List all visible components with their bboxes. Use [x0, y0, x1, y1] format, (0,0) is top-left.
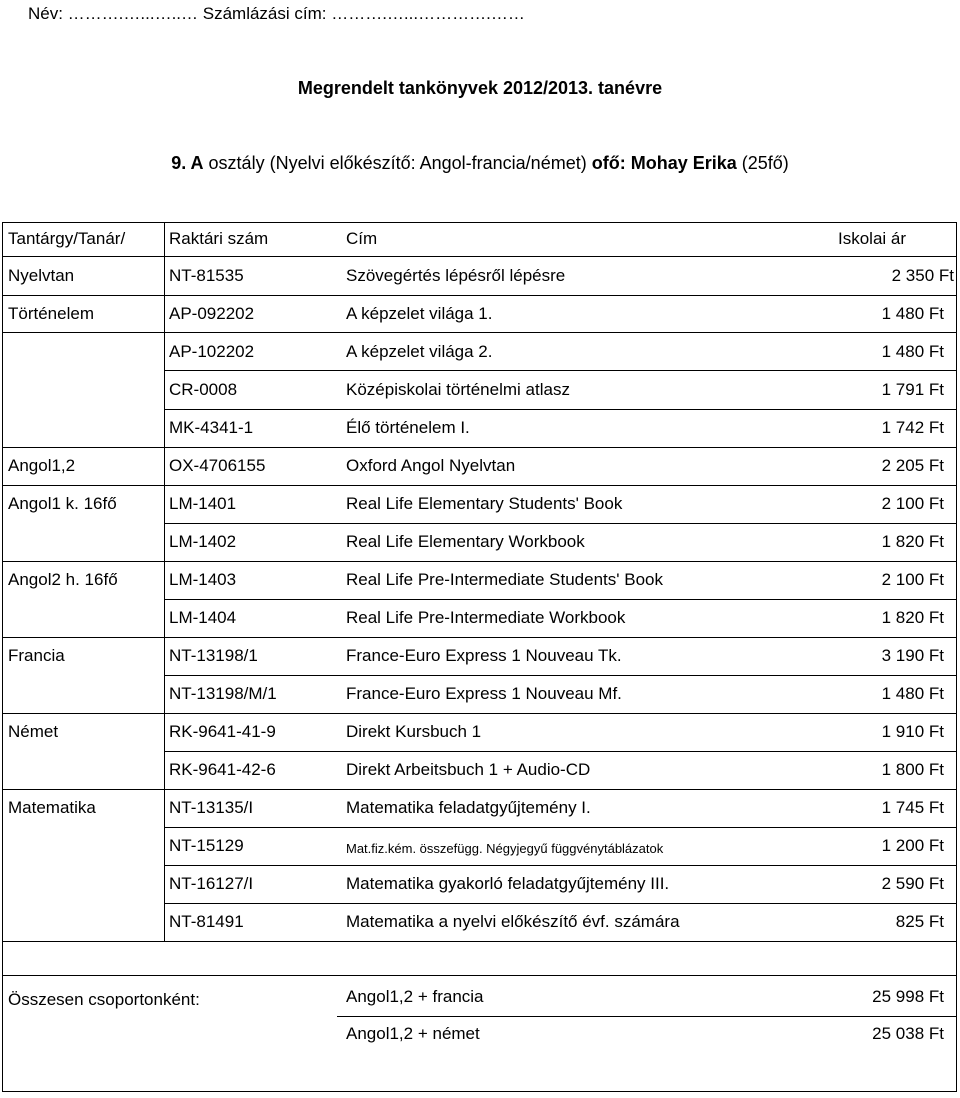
- class-prefix: 9. A: [171, 153, 204, 173]
- row-title: Matematika feladatgyűjtemény I.: [346, 798, 591, 817]
- row-subject: Matematika: [8, 798, 96, 817]
- row-title: Szövegértés lépésről lépésre: [346, 266, 566, 285]
- totals-label: Összesen csoportonként:: [8, 990, 200, 1009]
- row-code: NT-16127/I: [169, 874, 254, 893]
- row-title: A képzelet világa 2.: [346, 342, 493, 361]
- row-code: CR-0008: [169, 380, 238, 399]
- row-separator: [164, 675, 957, 676]
- col-header-price: Iskolai ár: [838, 229, 907, 248]
- row-title: France-Euro Express 1 Nouveau Tk.: [346, 646, 622, 665]
- totals-group: Angol1,2 + német: [346, 1024, 480, 1043]
- row-code: AP-102202: [169, 342, 255, 361]
- row-separator: [2, 637, 957, 638]
- row-price: 1 480 Ft: [881, 304, 944, 323]
- row-code: RK-9641-41-9: [169, 722, 276, 741]
- row-subject: Történelem: [8, 304, 94, 323]
- row-title: Real Life Pre-Intermediate Students' Book: [346, 570, 663, 589]
- row-separator: [164, 370, 957, 371]
- row-code: MK-4341-1: [169, 418, 254, 437]
- row-title-part: Négyjegyű függvénytáblázatok: [486, 841, 664, 856]
- totals-top: [2, 975, 957, 976]
- row-separator: [2, 713, 957, 714]
- row-separator: [2, 447, 957, 448]
- row-price: 2 205 Ft: [881, 456, 944, 475]
- row-subject: Angol1 k. 16fő: [8, 494, 117, 513]
- name-billing-line: Név: ……….…...…..… Számlázási cím: ……….…...………….……: [28, 4, 525, 23]
- row-title: Direkt Arbeitsbuch 1 + Audio-CD: [346, 760, 591, 779]
- row-title: Real Life Pre-Intermediate Workbook: [346, 608, 626, 627]
- row-code: LM-1401: [169, 494, 237, 513]
- row-price: 2 100 Ft: [881, 494, 944, 513]
- row-separator: [164, 865, 957, 866]
- row-code: NT-81535: [169, 266, 244, 285]
- class-info: [0, 153, 960, 174]
- row-subject: Nyelvtan: [8, 266, 75, 285]
- row-code: NT-13198/M/1: [169, 684, 277, 703]
- row-price: 1 200 Ft: [881, 836, 944, 855]
- totals-sum: 25 038 Ft: [872, 1024, 944, 1043]
- row-code: NT-81491: [169, 912, 244, 931]
- row-separator: [2, 561, 957, 562]
- table-top-border: [2, 222, 957, 223]
- row-price: 1 791 Ft: [881, 380, 944, 399]
- row-title-part: Mat.fiz.kém. összefügg.: [346, 841, 487, 856]
- col-header-title: Cím: [346, 229, 378, 248]
- row-separator: [2, 485, 957, 486]
- row-code: LM-1402: [169, 532, 237, 551]
- row-price: 1 800 Ft: [881, 760, 944, 779]
- row-price: 2 590 Ft: [881, 874, 944, 893]
- row-title: France-Euro Express 1 Nouveau Mf.: [346, 684, 622, 703]
- row-code: AP-092202: [169, 304, 255, 323]
- row-price: 825 Ft: [895, 912, 944, 931]
- row-separator: [164, 409, 957, 410]
- col-header-code: Raktári szám: [169, 229, 269, 248]
- row-title: [346, 839, 663, 859]
- row-price: 1 745 Ft: [881, 798, 944, 817]
- row-price: 1 820 Ft: [881, 608, 944, 627]
- row-code: NT-13135/I: [169, 798, 254, 817]
- col-header-subject: Tantárgy/Tanár/: [8, 229, 126, 248]
- form-teacher-label: ofő:: [591, 153, 626, 173]
- column-divider: [164, 222, 165, 942]
- document-title: Megrendelt tankönyvek 2012/2013. tanévre: [297, 78, 663, 98]
- row-title: Középiskolai történelmi atlasz: [346, 380, 570, 399]
- row-code: NT-15129: [169, 836, 244, 855]
- row-title: Matematika a nyelvi előkészítő évf. számára: [346, 912, 680, 931]
- row-title: Oxford Angol Nyelvtan: [346, 456, 516, 475]
- header-row-bottom: [2, 256, 957, 257]
- row-title: Direkt Kursbuch 1: [346, 722, 482, 741]
- row-code: LM-1404: [169, 608, 237, 627]
- row-title: Matematika gyakorló feladatgyűjtemény III.: [346, 874, 670, 893]
- row-subject: Angol1,2: [8, 456, 76, 475]
- row-price: 1 910 Ft: [881, 722, 944, 741]
- row-price: 3 190 Ft: [881, 646, 944, 665]
- class-description: osztály (Nyelvi előkészítő: Angol-francia/német): [203, 153, 592, 173]
- totals-sum: 25 998 Ft: [872, 987, 944, 1006]
- row-subject: Francia: [8, 646, 65, 665]
- row-code: OX-4706155: [169, 456, 266, 475]
- row-title: Élő történelem I.: [346, 418, 470, 437]
- row-separator: [164, 599, 957, 600]
- row-separator: [2, 789, 957, 790]
- row-separator: [164, 827, 957, 828]
- row-separator: [2, 332, 957, 333]
- row-code: RK-9641-42-6: [169, 760, 276, 779]
- row-separator: [2, 295, 957, 296]
- row-separator: [164, 523, 957, 524]
- totals-group: Angol1,2 + francia: [346, 987, 484, 1006]
- row-price: 1 480 Ft: [881, 342, 944, 361]
- row-code: NT-13198/1: [169, 646, 258, 665]
- form-teacher-name: Mohay Erika: [625, 153, 737, 173]
- row-price: 1 742 Ft: [881, 418, 944, 437]
- row-title: Real Life Elementary Workbook: [346, 532, 585, 551]
- row-title: A képzelet világa 1.: [346, 304, 493, 323]
- table-body-bottom: [2, 941, 957, 942]
- row-price: 2 350 Ft: [891, 266, 954, 285]
- totals-separator: [337, 1016, 956, 1017]
- class-size: (25fő): [736, 153, 789, 173]
- row-subject: Angol2 h. 16fő: [8, 570, 118, 589]
- row-separator: [164, 903, 957, 904]
- table-bottom-border: [2, 1091, 957, 1092]
- row-title: Real Life Elementary Students' Book: [346, 494, 623, 513]
- row-code: LM-1403: [169, 570, 237, 589]
- table-right-border: [956, 222, 957, 1092]
- row-separator: [164, 751, 957, 752]
- row-subject: Német: [8, 722, 59, 741]
- row-price: 2 100 Ft: [881, 570, 944, 589]
- table-left-border: [2, 222, 3, 1092]
- row-price: 1 480 Ft: [881, 684, 944, 703]
- row-price: 1 820 Ft: [881, 532, 944, 551]
